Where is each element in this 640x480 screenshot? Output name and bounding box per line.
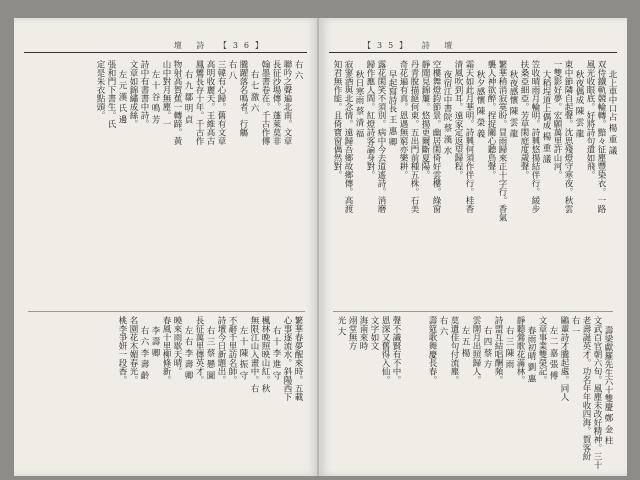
text-column: 春風十里柳條新。: [161, 316, 171, 384]
text-column: 壽梁獻羅先生六十雙慶 鄭 金 柱: [603, 326, 613, 445]
text-column: 雲開月出照歸人。: [471, 316, 481, 384]
text-column: 聯吟之聲遍北南。文章: [282, 60, 292, 145]
text-column: 長征沙場傳。蓬萊莫非: [271, 60, 281, 145]
text-column: 右 三 陳 雨: [504, 326, 514, 369]
text-column: 文武百官朝六旬。風塵未改好精神。三十: [592, 316, 602, 469]
text-column: 物射高賀蕉一轉蹄。黃: [172, 60, 182, 145]
page-header: 【35】 詩 壇: [363, 41, 459, 50]
text-column: 文章事業雙榮記。: [537, 316, 547, 384]
text-column: 奇花遍有真。恩遇無窮亦樂耕。: [398, 60, 408, 179]
text-column: 左 五 楊: [460, 326, 470, 357]
text-column: 詩壇今日新題出。: [216, 316, 226, 384]
text-column: 文章如錦繡成絲。: [128, 60, 138, 128]
text-column: 丹青脫描絕何東。五出門前種五株。石美: [409, 60, 419, 213]
text-column: 張和門下書生。氏: [106, 60, 116, 128]
section-divider: [333, 311, 613, 312]
text-column: 空樓舞燈鈞節景。幽居閑倚好雲樓。綠窗: [431, 60, 441, 213]
text-column: 夜宿江中書院 蔡 漢 水: [442, 70, 452, 155]
text-column: 一雙影好夢。宏願萬里許山河。: [552, 60, 562, 179]
right-bottom-section: [417, 316, 613, 474]
text-column: 楓林晩照映山紅。秋: [260, 316, 270, 393]
text-column: 右 八: [227, 60, 237, 80]
left-bottom-section: [23, 316, 303, 474]
right-page: [319, 18, 627, 476]
text-column: 左 二 嘉 張 傅: [548, 326, 558, 380]
text-column: 右 三 蔡 懸 圖: [205, 326, 215, 380]
text-column: 三韓有心歸。舊有文章: [216, 60, 226, 145]
text-column: 左 十 谷 鳴 芳: [150, 70, 160, 124]
text-column: 莫遺佳句付流塵。: [449, 316, 459, 384]
text-column: 霜天如此月華明。詩興何須作伴行。桂香: [464, 60, 474, 213]
text-column: 海南來時: [358, 316, 368, 350]
text-column: 大稻埕道上偶成 楊 重 議: [541, 70, 551, 164]
right-top-left-section: [329, 316, 401, 474]
text-column: 高明收麗天。王維高古: [205, 60, 215, 145]
text-column: 北上車中口占 楊 重 議: [607, 70, 617, 155]
text-column: 繁華春夢醒來時。五載: [293, 316, 303, 401]
text-column: 靜聽鶯歌花滿林。: [515, 316, 525, 384]
text-column: 無限江山入畫中。右: [249, 316, 259, 393]
section-divider: [28, 311, 305, 312]
text-column: 翰墨書卷在。千古作傳: [260, 60, 270, 145]
text-column: 秋夜偶成 陳 雲 龍: [574, 70, 584, 138]
text-column: 定是朱衣點頭。: [95, 60, 105, 120]
text-column: 右 六: [438, 316, 448, 336]
text-column: 聲不識賢有不中。: [391, 316, 401, 384]
text-column: 清風吹到耳。遠家定返望歸程。: [453, 60, 463, 179]
text-column: 左 元 漢 氏 邊: [117, 70, 127, 124]
text-column: 山中對月無塵。一: [161, 60, 171, 128]
text-column: 笠收晴雨月輪明。詩興悠揚結伴行。緩步: [530, 60, 540, 213]
text-column: 右 四 蔡 方: [482, 326, 492, 369]
text-column: 右 九 鄒 明 貞: [183, 70, 193, 124]
text-column: 秋夕感懷 陳 榮 義: [475, 70, 485, 138]
text-column: 左 右 李 壽 卿: [183, 326, 193, 380]
text-column: 露花閑笑不須別。病中今去道遙詩。消磨: [376, 60, 386, 213]
text-column: 文字如文: [369, 316, 379, 350]
text-column: 光 大: [336, 316, 346, 336]
text-column: 靜聞見錦簾。悠揚更爾斷夏陽。: [420, 60, 430, 179]
text-column: 左 十 陳 振 守: [238, 326, 248, 380]
text-column: 扶桑亞細亞。芳草閑庭度歲聲。: [519, 60, 529, 179]
text-column: 風光收眼底。好將詩句遣如飛。: [585, 60, 595, 179]
text-column: 東中節隣自起聲。沈思殘燈守寒夜。秋雲: [563, 60, 573, 213]
text-column: 双侍鐵軌競輪轉。黯々征塵豐染衣。一路: [596, 60, 606, 213]
text-column: 老壽誕英才。功名年年收四海。賀客紛: [581, 316, 591, 461]
text-column: 繁華稍消寂寞盼。冒雨歸來正十字行。香氣: [497, 60, 507, 222]
text-column: 壽筵歌舞慶長春。: [427, 316, 437, 384]
text-column: 秋日寒雨 蔡 清 福: [354, 70, 364, 138]
text-column: 右 七 激 六: [249, 70, 259, 113]
text-column: 桃李爭妍一段香。: [117, 316, 127, 384]
left-page: [14, 18, 319, 476]
text-column: 鷗輩詩才騰起處。同人: [559, 316, 569, 401]
text-column: 右 六: [293, 60, 303, 80]
text-column: 心事逐流水。斜陽西下: [282, 316, 292, 401]
text-column: 騰躍落名鳴者。行觴: [238, 60, 248, 137]
left-top-section: [23, 60, 303, 308]
text-column: 不辭千里訪名師。: [227, 316, 237, 384]
text-column: 恩深又舊得入仙。: [380, 316, 390, 384]
text-column: 曉來雨歇天晴。: [172, 316, 182, 376]
text-column: 右 一: [570, 316, 580, 336]
text-column: 右 十 李 進 守: [271, 326, 281, 380]
text-column: 長征萬里傳英才。: [194, 316, 204, 384]
right-top-section: [325, 60, 617, 308]
text-column: 襲人神欲醉。捏捉關心聽鳥聲。: [486, 60, 496, 179]
text-column: 詩中有書書中詩。: [139, 60, 149, 128]
text-column: 早起寫詩長 王 惠 卿: [387, 70, 397, 147]
text-column: 名園花木媚春光。: [128, 316, 138, 384]
text-column: 春雨初晴 劉 惠: [526, 326, 536, 383]
page-header: 壇 詩 【36】: [173, 41, 269, 50]
text-column: 歸作應人間。紅燈詩客論身對。: [365, 60, 375, 179]
text-column: 知君無作能。且倚寶窗偶然對。: [332, 60, 342, 179]
text-column: 李 壽 卿: [150, 326, 160, 357]
text-column: 詩盟互結唱酬頻。: [493, 316, 503, 384]
text-column: 寂寥酒與北念情。遠歸吾鄉故鄉傳。高渡: [343, 60, 353, 213]
header-rule: [24, 52, 307, 53]
text-column: 右 六 李 壽 齡: [139, 326, 149, 380]
text-column: 鳳鸞長存十年。千古作: [194, 60, 204, 145]
text-column: 秋夜感懷 陳 雲 龍: [508, 70, 518, 138]
header-rule: [329, 52, 617, 53]
text-column: 翊堂無方: [347, 316, 357, 350]
